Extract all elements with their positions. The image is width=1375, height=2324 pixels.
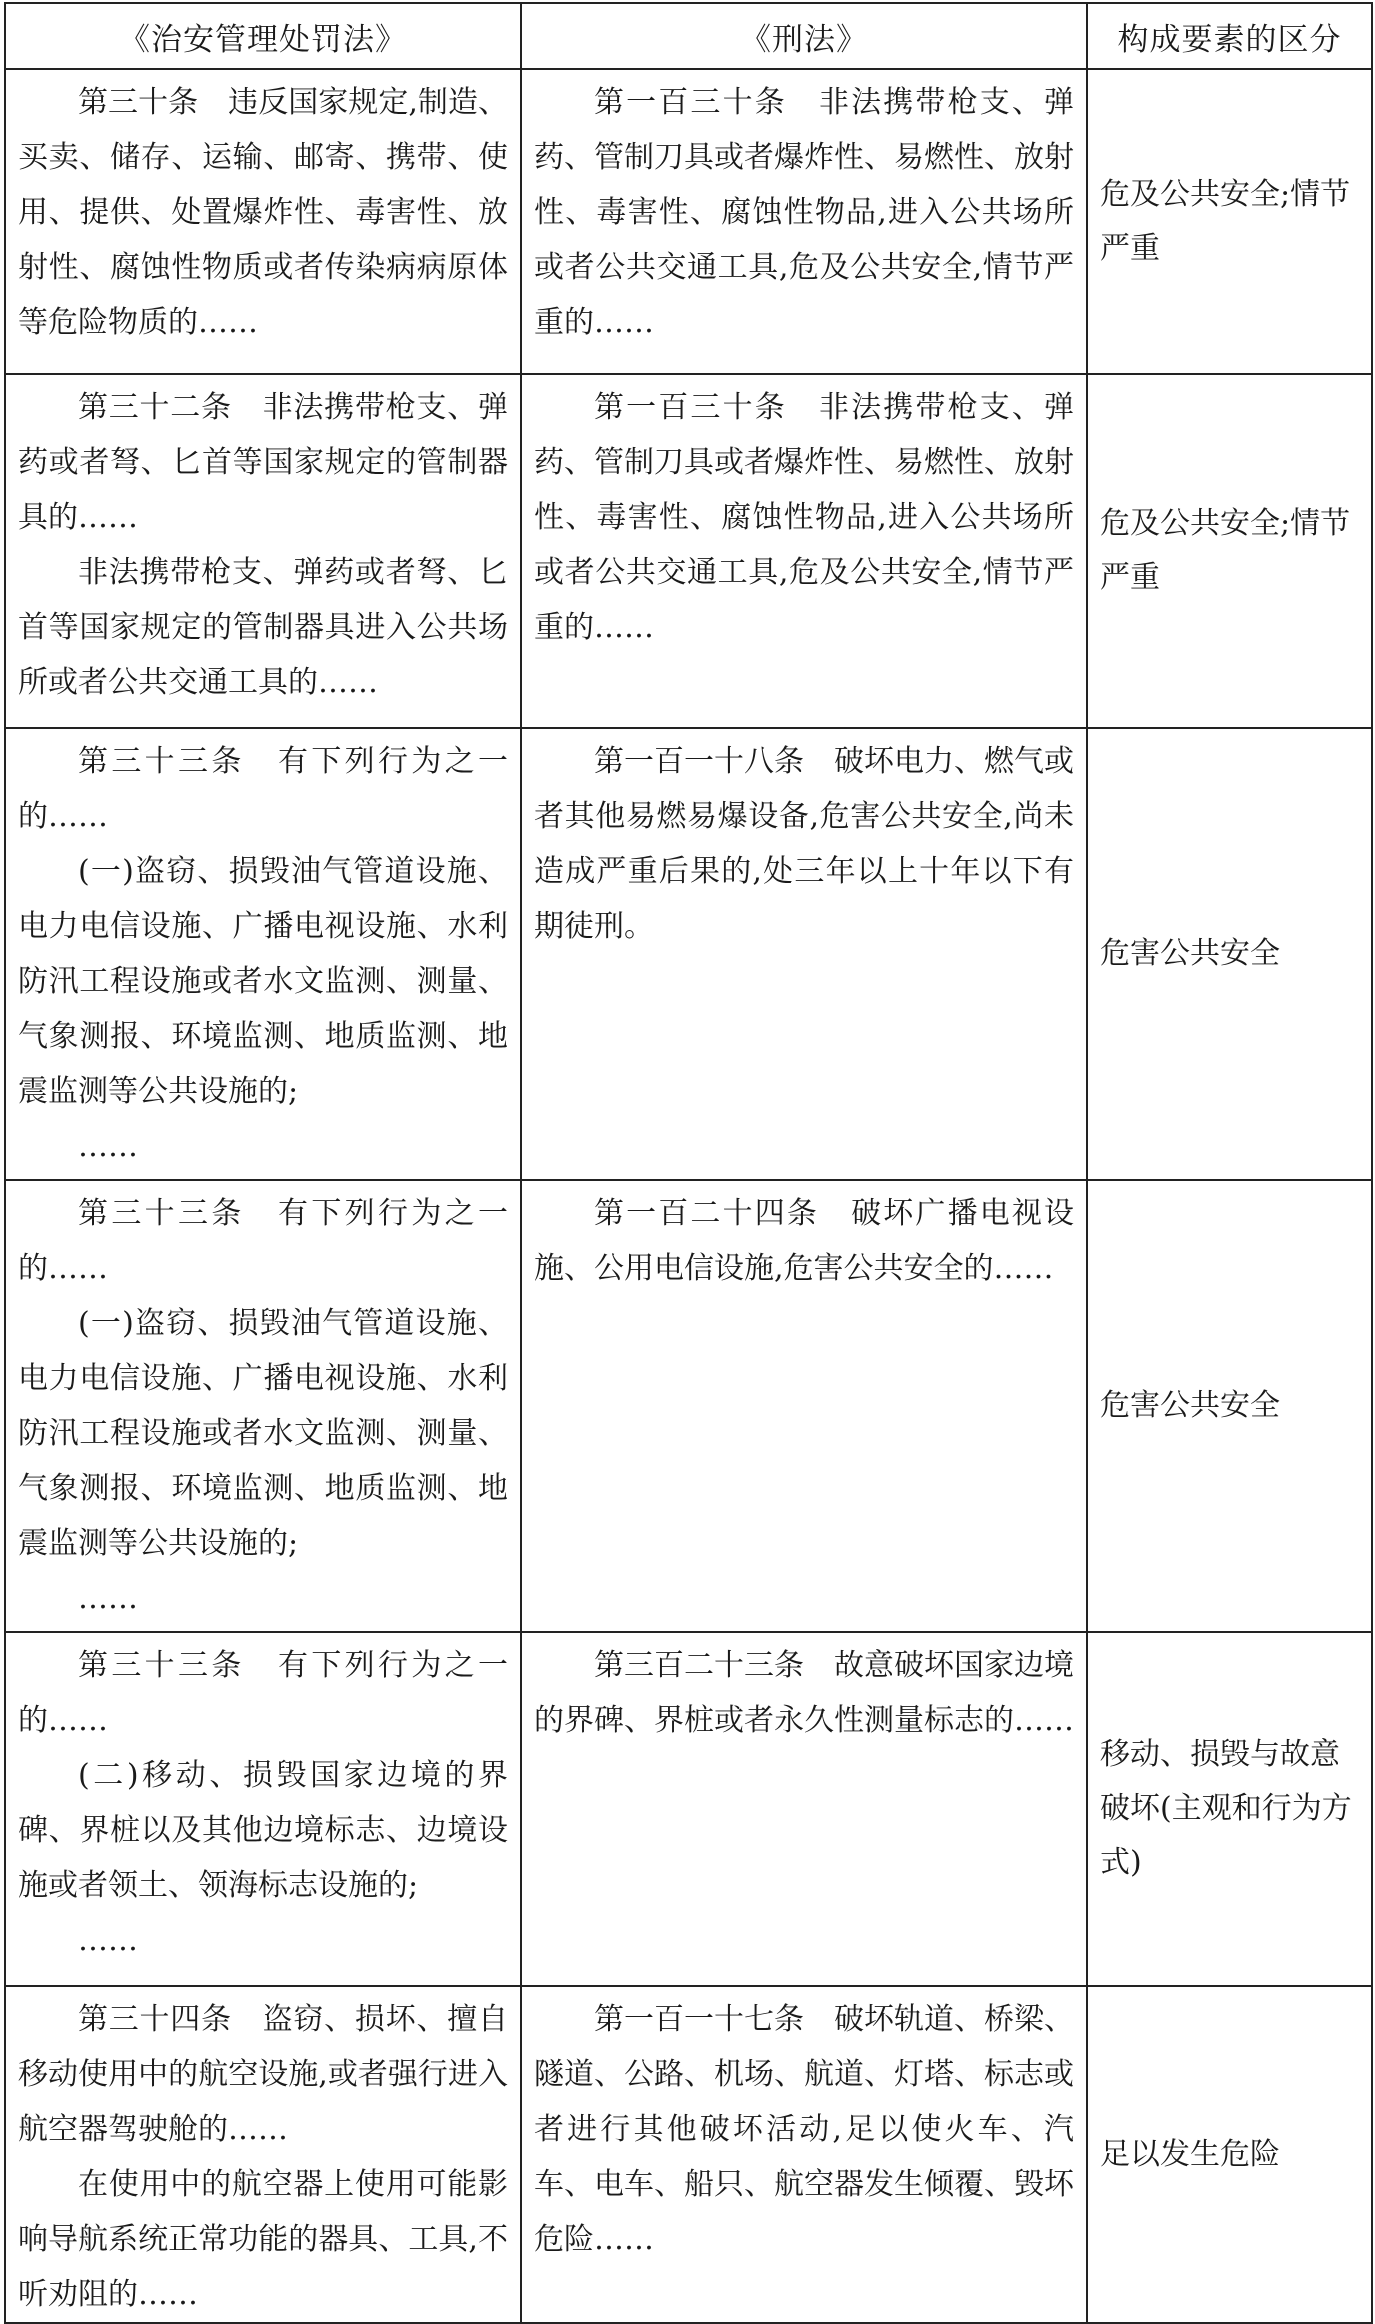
public-security-cell	[5, 1632, 521, 1986]
article-text: 第一百二十四条 破坏广播电视设施、公用电信设施,危害公共安全的……	[534, 1196, 1074, 1286]
criminal-law-cell	[521, 374, 1087, 728]
criminal-law-cell	[521, 69, 1087, 374]
article-text: 第三十三条 有下列行为之一的……	[18, 1648, 508, 1738]
difference-cell: 危及公共安全;情节严重	[1087, 374, 1372, 728]
table-row	[5, 728, 1372, 1180]
table-row	[5, 69, 1372, 374]
difference-cell: 足以发生危险	[1087, 1986, 1372, 2323]
difference-cell: 危害公共安全	[1087, 728, 1372, 1180]
article-text: 第一百三十条 非法携带枪支、弹药、管制刀具或者爆炸性、易燃性、放射性、毒害性、腐蚀性物品,进入公共场所或者公共交通工具,危及公共安全,情节严重的……	[534, 85, 1074, 340]
article-text: 第三十四条 盗窃、损坏、擅自移动使用中的航空设施,或者强行进入航空器驾驶舱的……	[18, 2002, 508, 2147]
criminal-law-cell	[521, 728, 1087, 1180]
article-text: 第三十条 违反国家规定,制造、买卖、储存、运输、邮寄、携带、使用、提供、处置爆炸性、毒害性、放射性、腐蚀性物质或者传染病病原体等危险物质的……	[18, 85, 508, 340]
difference-cell: 移动、损毁与故意破坏(主观和行为方式)	[1087, 1632, 1372, 1986]
article-text: 非法携带枪支、弹药或者弩、匕首等国家规定的管制器具进入公共场所或者公共交通工具的……	[18, 555, 508, 700]
article-text: ……	[78, 1581, 138, 1616]
article-text: 第三十二条 非法携带枪支、弹药或者弩、匕首等国家规定的管制器具的……	[18, 390, 508, 535]
difference-cell: 危及公共安全;情节严重	[1087, 69, 1372, 374]
article-text: 第三十三条 有下列行为之一的……	[18, 1196, 508, 1286]
article-text: (一)盗窃、损毁油气管道设施、电力电信设施、广播电视设施、水利防汛工程设施或者水文监测、测量、气象测报、环境监测、地质监测、地震监测等公共设施的;	[18, 854, 508, 1109]
criminal-law-cell	[521, 1986, 1087, 2323]
public-security-cell	[5, 1180, 521, 1632]
article-text: ……	[78, 1129, 138, 1164]
header-criminal-law: 《刑法》	[521, 3, 1087, 69]
table-row	[5, 1180, 1372, 1632]
table-row	[5, 374, 1372, 728]
header-row	[5, 3, 1372, 69]
article-text: ……	[78, 1923, 138, 1958]
difference-cell: 危害公共安全	[1087, 1180, 1372, 1632]
criminal-law-cell	[521, 1632, 1087, 1986]
article-text: 第一百三十条 非法携带枪支、弹药、管制刀具或者爆炸性、易燃性、放射性、毒害性、腐蚀性物品,进入公共场所或者公共交通工具,危及公共安全,情节严重的……	[534, 390, 1074, 645]
public-security-cell	[5, 374, 521, 728]
public-security-cell	[5, 1986, 521, 2323]
article-text: 第三十三条 有下列行为之一的……	[18, 744, 508, 834]
article-text: 在使用中的航空器上使用可能影响导航系统正常功能的器具、工具,不听劝阻的……	[18, 2167, 508, 2312]
article-text: 第一百一十八条 破坏电力、燃气或者其他易燃易爆设备,危害公共安全,尚未造成严重后果的,处三年以上十年以下有期徒刑。	[534, 744, 1074, 944]
header-public-security-law: 《治安管理处罚法》	[5, 3, 521, 69]
header-element-difference: 构成要素的区分	[1087, 3, 1372, 69]
comparison-table	[4, 2, 1373, 2324]
table-row	[5, 1632, 1372, 1986]
table-row	[5, 1986, 1372, 2323]
article-text: 第三百二十三条 故意破坏国家边境的界碑、界桩或者永久性测量标志的……	[534, 1648, 1074, 1738]
article-text: (一)盗窃、损毁油气管道设施、电力电信设施、广播电视设施、水利防汛工程设施或者水文监测、测量、气象测报、环境监测、地质监测、地震监测等公共设施的;	[18, 1306, 508, 1561]
criminal-law-cell	[521, 1180, 1087, 1632]
article-text: (二)移动、损毁国家边境的界碑、界桩以及其他边境标志、边境设施或者领土、领海标志设施的;	[18, 1758, 508, 1903]
public-security-cell	[5, 69, 521, 374]
public-security-cell	[5, 728, 521, 1180]
article-text: 第一百一十七条 破坏轨道、桥梁、隧道、公路、机场、航道、灯塔、标志或者进行其他破坏活动,足以使火车、汽车、电车、船只、航空器发生倾覆、毁坏危险……	[534, 2002, 1074, 2257]
